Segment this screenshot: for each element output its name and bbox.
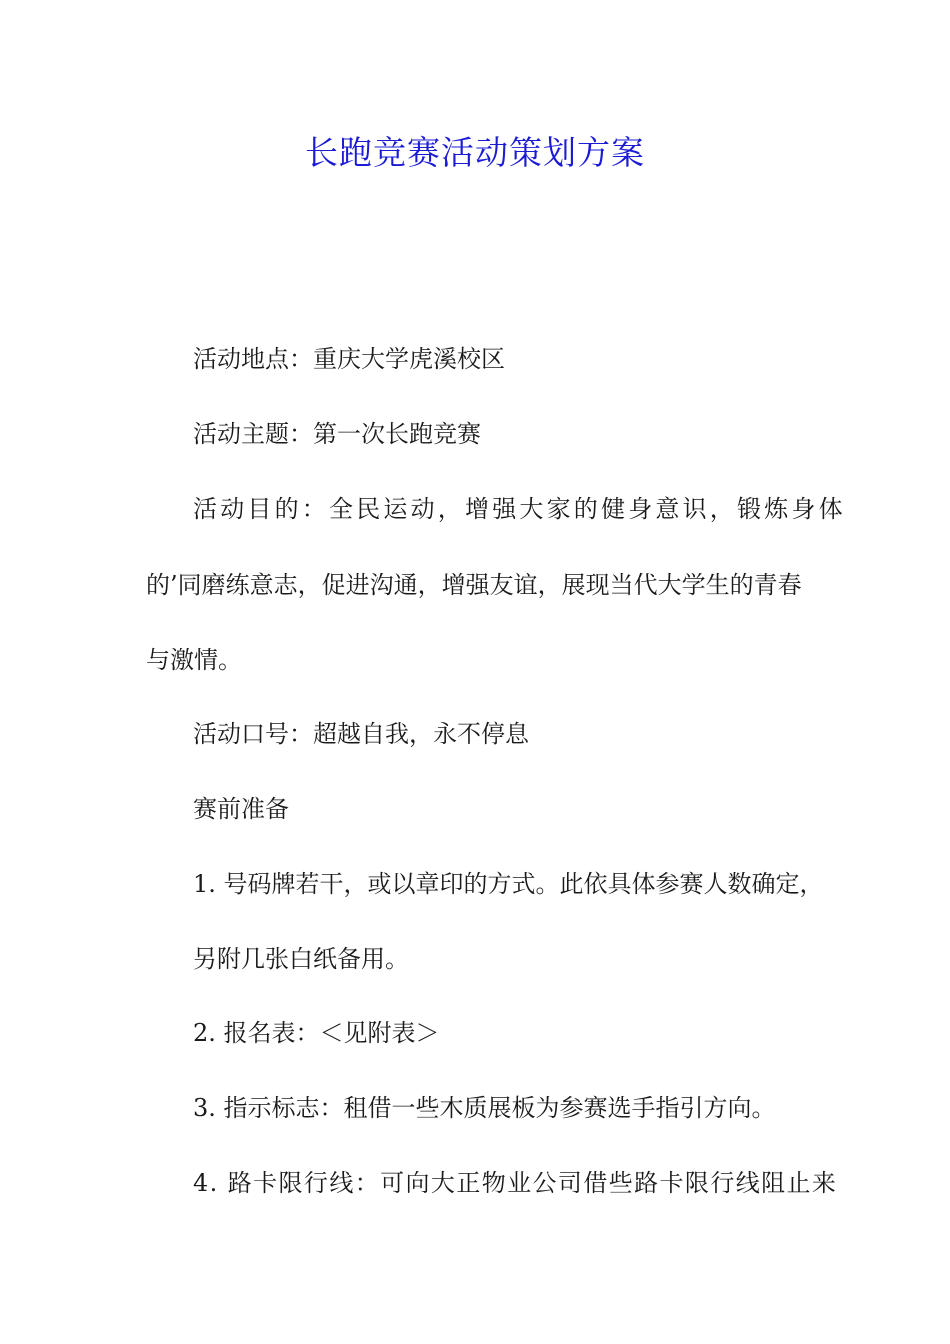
list-item-1-line-2: 另附几张白纸备用。 bbox=[193, 945, 409, 973]
list-item-1-line-1: 1. 号码牌若干，或以章印的方式。此依具体参赛人数确定， bbox=[193, 870, 824, 898]
list-item-3: 3. 指示标志：租借一些木质展板为参赛选手指引方向。 bbox=[193, 1094, 776, 1122]
paragraph-theme: 活动主题：第一次长跑竞赛 bbox=[193, 420, 481, 448]
list-item-4-line-1: 4. 路卡限行线：可向大正物业公司借些路卡限行线阻止来 bbox=[193, 1169, 838, 1197]
paragraph-purpose-line-2: 的’同磨练意志，促进沟通，增强友谊，展现当代大学生的青春 bbox=[146, 571, 802, 599]
paragraph-slogan: 活动口号：超越自我，永不停息 bbox=[193, 720, 529, 748]
paragraph-purpose-line-3: 与激情。 bbox=[146, 646, 242, 674]
list-item-2: 2. 报名表：＜见附表＞ bbox=[193, 1019, 440, 1047]
document-title: 长跑竞赛活动策划方案 bbox=[305, 133, 645, 172]
paragraph-location: 活动地点：重庆大学虎溪校区 bbox=[193, 345, 505, 373]
section-heading-preparation: 赛前准备 bbox=[193, 795, 289, 823]
paragraph-purpose-line-1: 活动目的：全民运动，增强大家的健身意识，锻炼身体 bbox=[193, 495, 846, 523]
